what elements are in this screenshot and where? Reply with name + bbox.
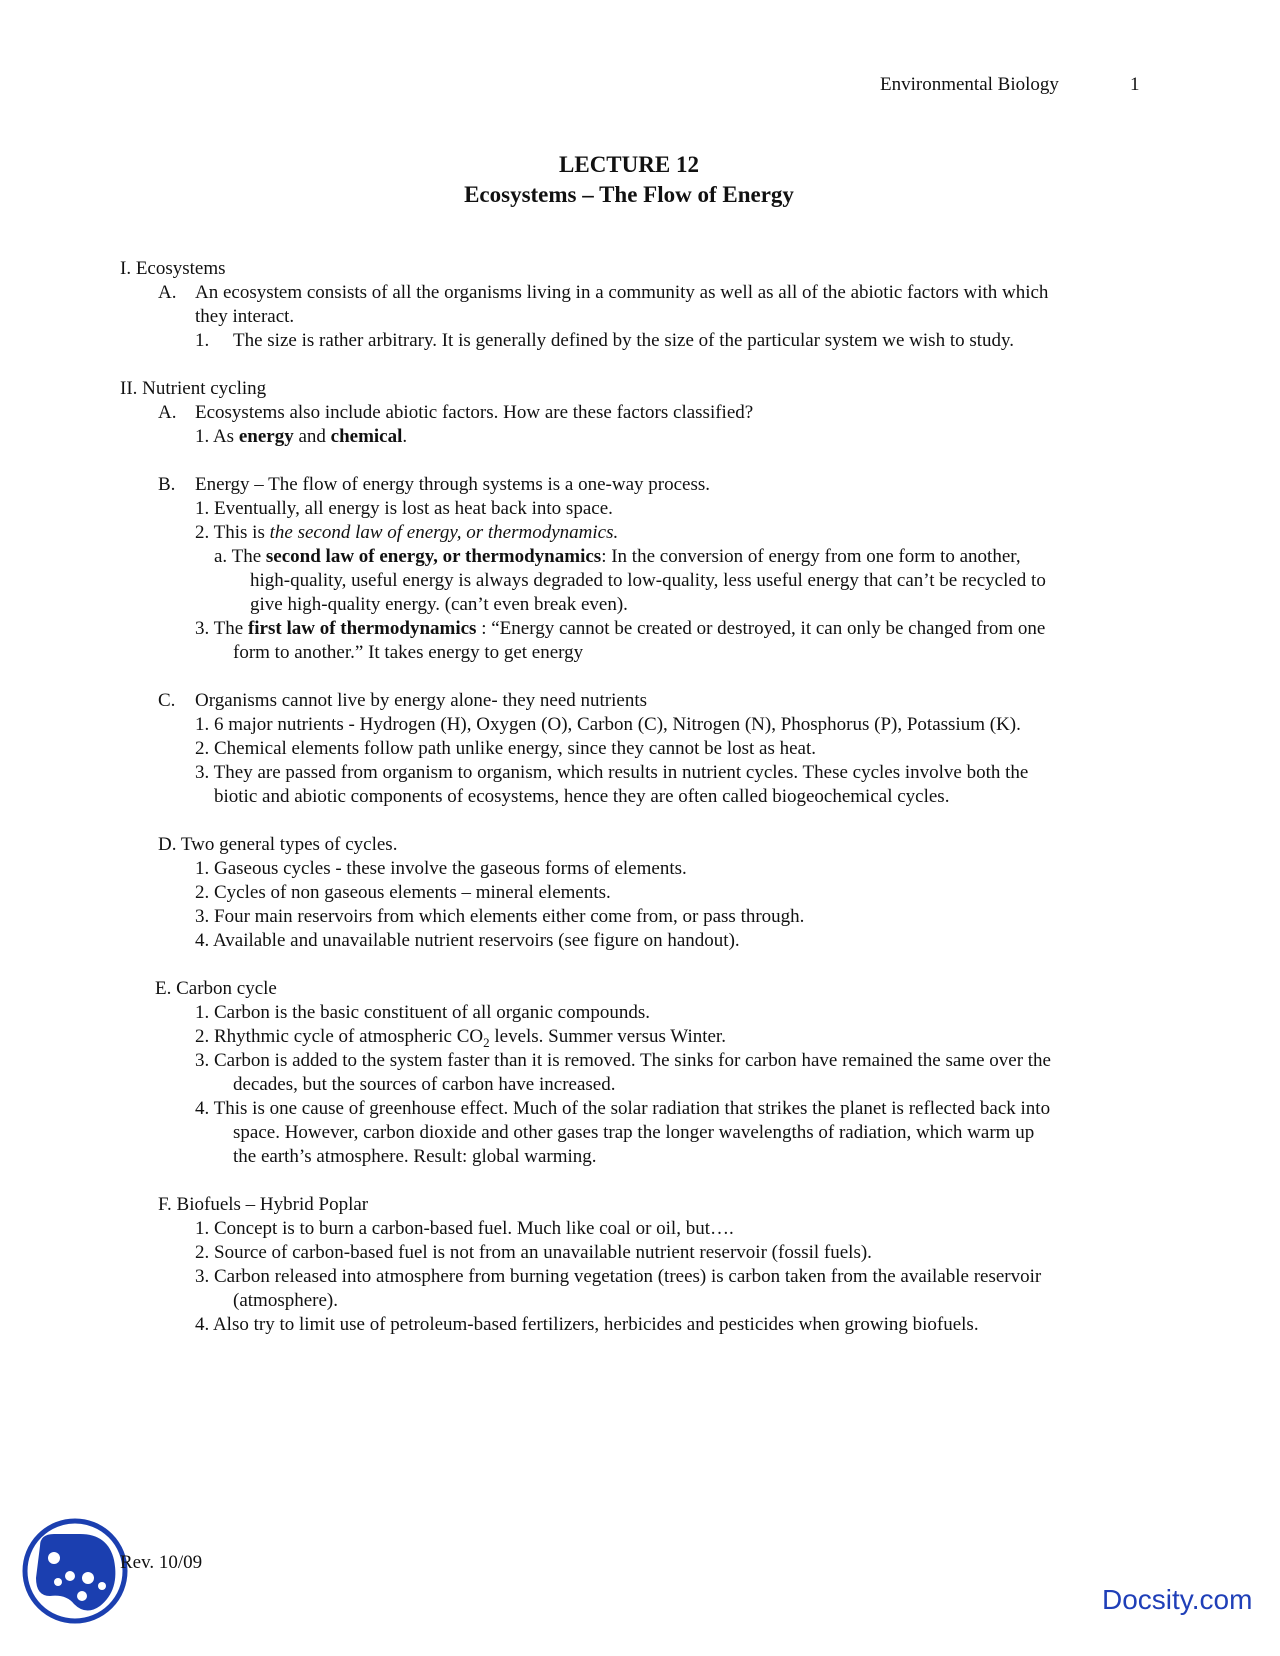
outline-line: 1. Eventually, all energy is lost as heat back into space.	[195, 498, 613, 519]
text-run: 3. The	[195, 618, 248, 639]
outline-line: space. However, carbon dioxide and other gases trap the longer wavelengths of radiation, which warm up	[233, 1122, 1035, 1143]
bold-term: energy	[238, 426, 294, 447]
page-number: 1	[1130, 74, 1140, 95]
outline-line: high-quality, useful energy is always degraded to low-quality, less useful energy that can’t be recycled to	[250, 570, 1046, 591]
outline-line: 3. Carbon released into atmosphere from burning vegetation (trees) is carbon taken from the available reservoir	[195, 1266, 1042, 1287]
text-run: .	[402, 426, 408, 447]
outline-line	[195, 617, 1045, 640]
outline-line: D. Two general types of cycles.	[158, 834, 398, 855]
section-heading: II. Nutrient cycling	[120, 378, 267, 399]
outline-line: give high-quality energy. (can’t even break even).	[250, 594, 628, 615]
outline-line: 3. Carbon is added to the system faster than it is removed. The sinks for carbon have remained the same over the	[195, 1050, 1051, 1071]
italic-term: the second law of energy, or thermodynamics.	[269, 522, 619, 543]
outline-line: 4. Available and unavailable nutrient reservoirs (see figure on handout).	[195, 930, 740, 951]
outline-line: (atmosphere).	[233, 1290, 338, 1311]
outline-line: 1. Gaseous cycles - these involve the gaseous forms of elements.	[195, 858, 687, 879]
outline-line: 1. Carbon is the basic constituent of all organic compounds.	[195, 1002, 651, 1023]
outline-line: decades, but the sources of carbon have increased.	[233, 1074, 616, 1095]
item-label: A.	[158, 402, 177, 423]
outline-line	[195, 521, 618, 544]
lecture-title	[0, 150, 1258, 210]
lecture-number: LECTURE 12	[559, 152, 699, 177]
outline-line: F. Biofuels – Hybrid Poplar	[158, 1194, 369, 1215]
outline-line	[195, 425, 407, 448]
docsity-link[interactable]: Docsity.com	[1102, 1584, 1253, 1615]
section-heading: I. Ecosystems	[120, 258, 226, 279]
outline-line: Energy – The flow of energy through systems is a one-way process.	[195, 474, 711, 495]
outline-line: 4. This is one cause of greenhouse effect. Much of the solar radiation that strikes the planet is reflected back into	[195, 1098, 1051, 1119]
running-header-course: Environmental Biology	[880, 74, 1059, 95]
outline-line: the earth’s atmosphere. Result: global warming.	[233, 1146, 597, 1167]
outline-line: Ecosystems also include abiotic factors. How are these factors classified?	[195, 402, 754, 423]
outline-line: 1. Concept is to burn a carbon-based fuel. Much like coal or oil, but….	[195, 1218, 734, 1239]
outline-line: Organisms cannot live by energy alone- they need nutrients	[195, 690, 648, 711]
item-label: C.	[158, 690, 176, 711]
item-label: B.	[158, 474, 176, 495]
text-run: : “Energy cannot be created or destroyed, it can only be changed from one	[476, 618, 1046, 639]
outline-line: 2. Cycles of non gaseous elements – mineral elements.	[195, 882, 611, 903]
docsity-logo-icon	[20, 1516, 130, 1626]
lecture-subtitle: Ecosystems – The Flow of Energy	[464, 182, 794, 207]
text-run: 1. As	[195, 426, 239, 447]
item-label: 1.	[195, 330, 210, 351]
text-run: 2. Rhythmic cycle of atmospheric CO	[195, 1026, 484, 1047]
outline-line: they interact.	[195, 306, 295, 327]
bold-term: second law of energy, or thermodynamics	[265, 546, 602, 567]
text-run: : In the conversion of energy from one form to another,	[601, 546, 1021, 567]
bold-term: chemical	[330, 426, 403, 447]
outline-line	[214, 545, 1021, 568]
text-run: 2. This is	[195, 522, 270, 543]
outline-line: 2. Chemical elements follow path unlike energy, since they cannot be lost as heat.	[195, 738, 817, 759]
outline-line: 2. Source of carbon-based fuel is not from an unavailable nutrient reservoir (fossil fuels).	[195, 1242, 872, 1263]
text-run: a. The	[214, 546, 266, 567]
outline-line: form to another.” It takes energy to get energy	[233, 642, 584, 663]
item-label: A.	[158, 282, 177, 303]
outline-line: An ecosystem consists of all the organisms living in a community as well as all of the abiotic factors with which	[195, 282, 1049, 303]
subscript: 2	[483, 1034, 490, 1050]
outline-line: 3. Four main reservoirs from which elements either come from, or pass through.	[195, 906, 805, 927]
outline-line: The size is rather arbitrary. It is generally defined by the size of the particular system we wish to study.	[233, 330, 1015, 351]
outline-line: 3. They are passed from organism to organism, which results in nutrient cycles. These cycles involve both the	[195, 762, 1029, 783]
text-run: levels. Summer versus Winter.	[489, 1026, 726, 1047]
outline-line: 4. Also try to limit use of petroleum-based fertilizers, herbicides and pesticides when growing biofuels.	[195, 1314, 979, 1335]
outline-line: 1. 6 major nutrients - Hydrogen (H), Oxygen (O), Carbon (C), Nitrogen (N), Phosphorus (P), Potassium (K).	[195, 714, 1021, 735]
bold-term: first law of thermodynamics	[247, 618, 477, 639]
outline-line: E. Carbon cycle	[155, 978, 277, 999]
revision-note: Rev. 10/09	[120, 1552, 203, 1573]
text-run: and	[293, 426, 331, 447]
outline-line: biotic and abiotic components of ecosystems, hence they are often called biogeochemical cycles.	[214, 786, 950, 807]
